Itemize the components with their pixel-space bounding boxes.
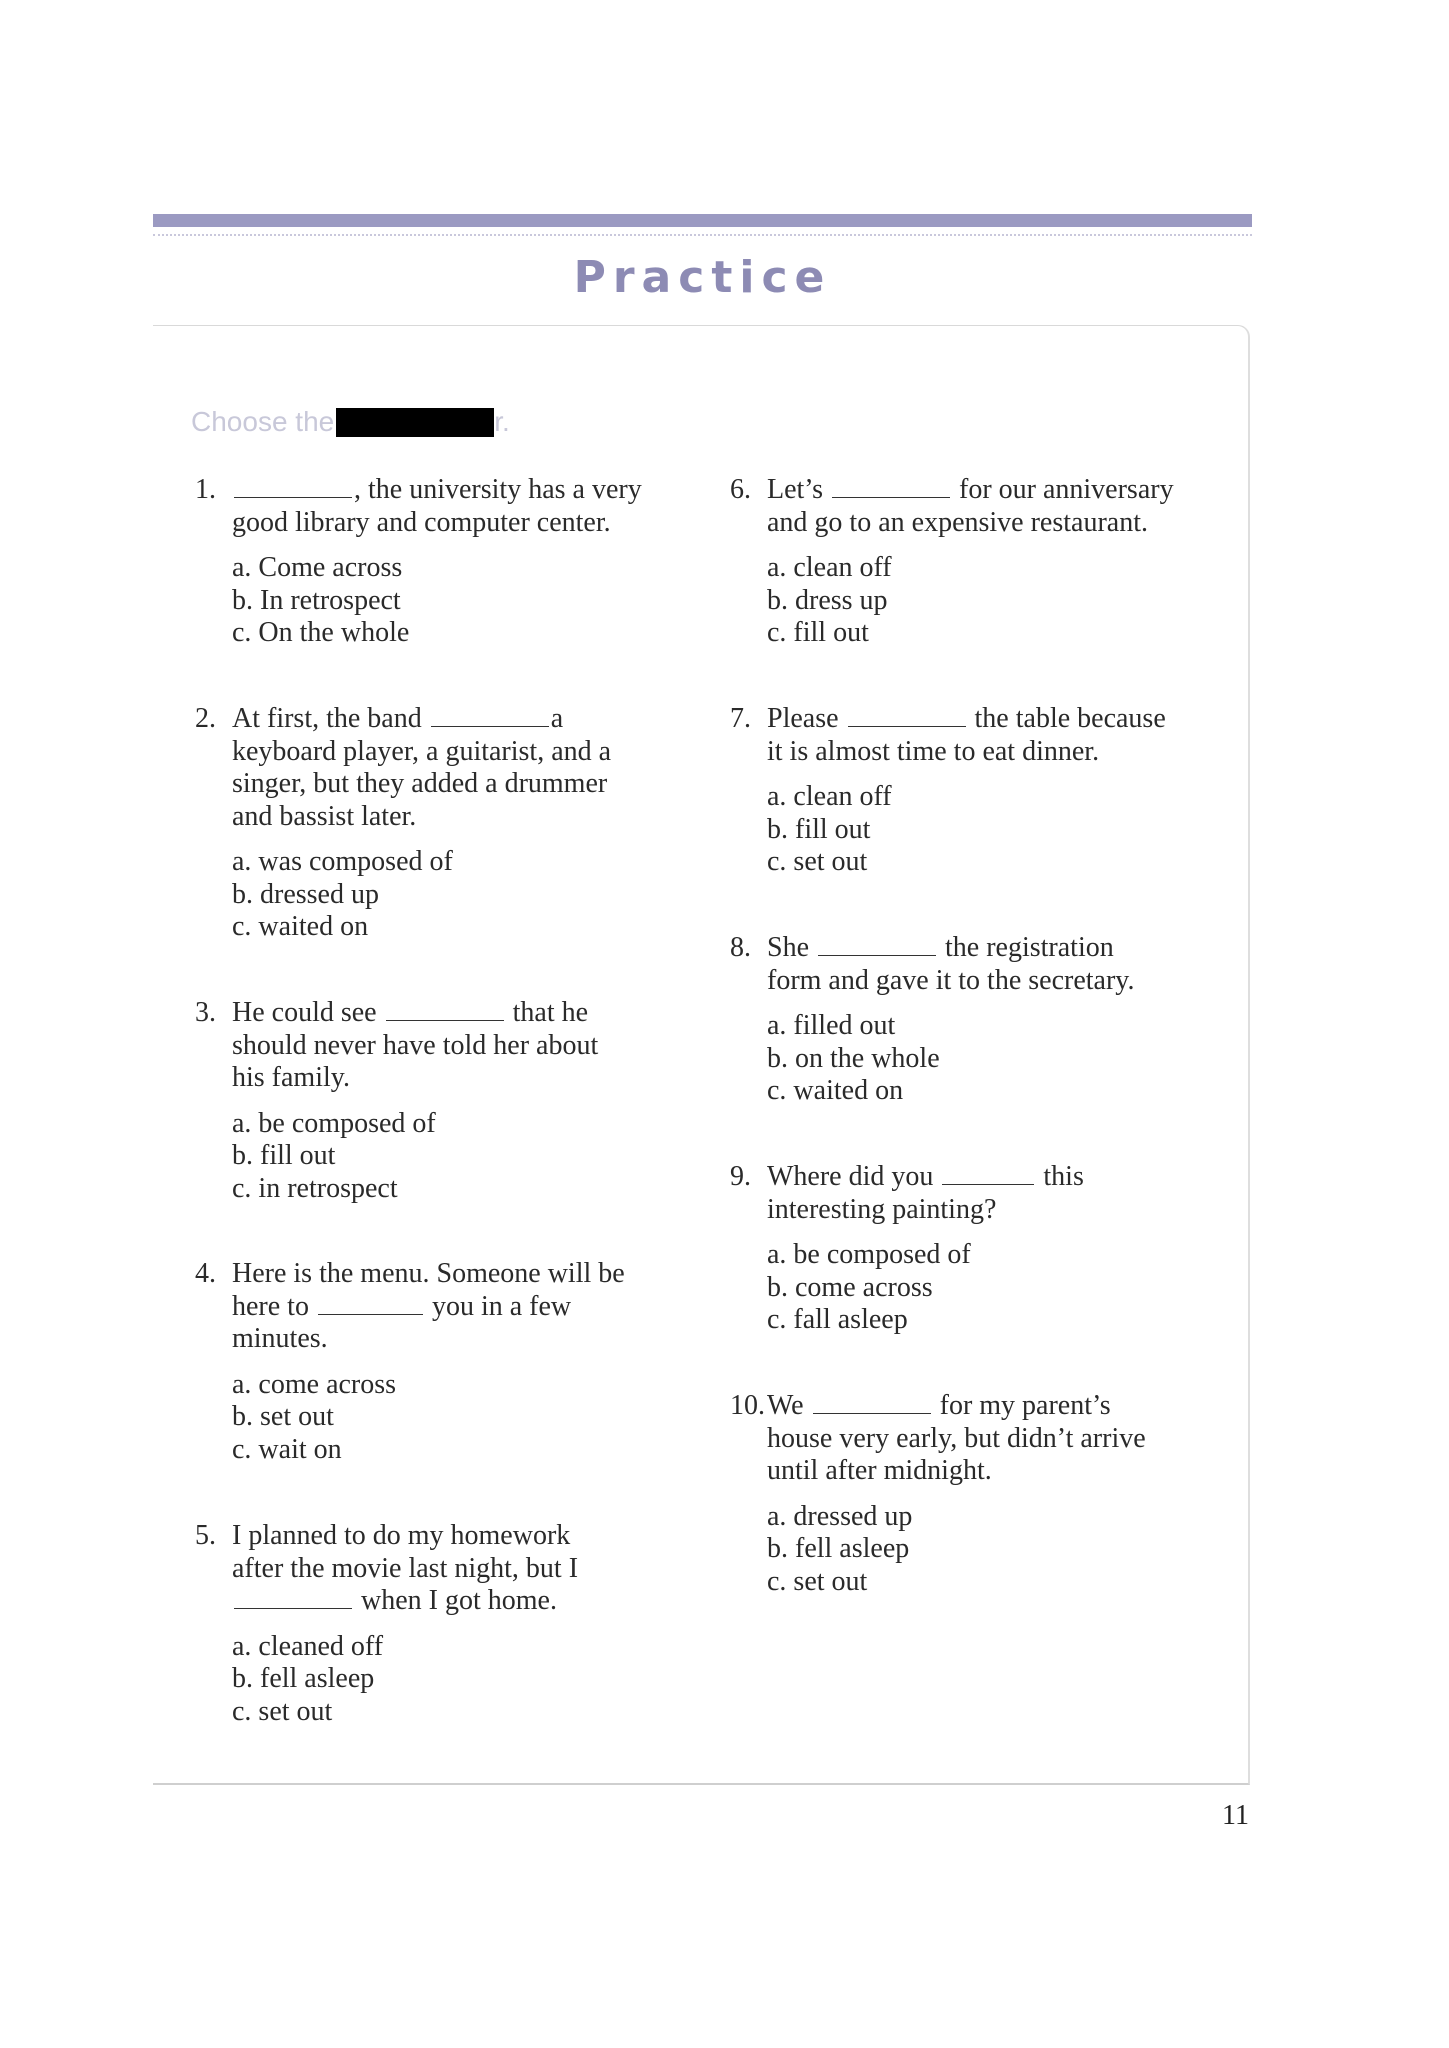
question-9: 9. Where did you this interesting painting? a. be composed of b. come across c. fall asleep bbox=[730, 1161, 1230, 1337]
question-4: 4. Here is the menu. Someone will be here to you in a few minutes. a. come across b. set out c. wait on bbox=[195, 1258, 655, 1466]
options-list bbox=[195, 1631, 655, 1729]
answer-blank[interactable] bbox=[942, 1183, 1034, 1185]
question-3: 3. He could see that he should never have told her about his family. a. be composed of b. fill out c. in retrospect bbox=[195, 997, 655, 1205]
options-list bbox=[195, 846, 655, 944]
option[interactable]: b. fell asleep bbox=[767, 1533, 910, 1564]
question-number: 6. bbox=[730, 474, 751, 505]
option[interactable]: a. clean off bbox=[767, 781, 892, 812]
question-number: 3. bbox=[195, 997, 216, 1028]
question-8: 8. She the registration form and gave it to the secretary. a. filled out b. on the whole c. waited on bbox=[730, 932, 1230, 1108]
page-title: Practice bbox=[573, 252, 832, 303]
question-10: 10.We for my parent’s house very early, but didn’t arrive until after midnight. a. dressed up b. fell asleep c. set out bbox=[730, 1390, 1230, 1598]
question-5: 5. I planned to do my homework after the movie last night, but I when I got home. a. cleaned off b. fell asleep c. set out bbox=[195, 1520, 655, 1728]
options-list bbox=[195, 552, 655, 650]
option[interactable]: c. fall asleep bbox=[767, 1304, 908, 1335]
option[interactable]: c. in retrospect bbox=[232, 1172, 398, 1204]
option[interactable]: a. was composed of bbox=[232, 846, 453, 877]
option[interactable]: b. dress up bbox=[767, 584, 888, 616]
header-bar bbox=[153, 214, 1252, 227]
options-list bbox=[730, 1501, 1230, 1599]
question-number: 9. bbox=[730, 1161, 751, 1192]
question-number: 8. bbox=[730, 932, 751, 963]
option[interactable]: b. set out bbox=[232, 1401, 334, 1432]
question-number: 5. bbox=[195, 1520, 216, 1551]
options-list bbox=[195, 1369, 655, 1467]
options-list bbox=[730, 1010, 1230, 1108]
option[interactable]: a. clean off bbox=[767, 552, 892, 583]
options-list bbox=[730, 1239, 1230, 1337]
answer-blank[interactable] bbox=[386, 1019, 504, 1021]
option[interactable]: b. In retrospect bbox=[232, 584, 401, 616]
option[interactable]: c. On the whole bbox=[232, 617, 410, 648]
answer-blank[interactable] bbox=[848, 725, 966, 727]
answer-blank[interactable] bbox=[431, 725, 549, 727]
question-6: 6. Let’s for our anniversary and go to an expensive restaurant. a. clean off b. dress up c. fill out bbox=[730, 474, 1230, 650]
question-number: 10. bbox=[730, 1390, 765, 1421]
question-number: 2. bbox=[195, 703, 216, 734]
instruction-text: Choose the bbox=[191, 406, 335, 437]
option[interactable]: b. dressed up bbox=[232, 878, 379, 910]
option[interactable]: c. wait on bbox=[232, 1433, 342, 1465]
options-list bbox=[730, 552, 1230, 650]
option[interactable]: c. waited on bbox=[767, 1075, 904, 1106]
question-7: 7. Please the table because it is almost time to eat dinner. a. clean off b. fill out c. set out bbox=[730, 703, 1230, 879]
option[interactable]: a. cleaned off bbox=[232, 1630, 384, 1662]
answer-blank[interactable] bbox=[234, 1607, 352, 1609]
option[interactable]: b. fell asleep bbox=[232, 1663, 375, 1694]
page-number: 11 bbox=[1222, 1800, 1249, 1831]
option[interactable]: c. set out bbox=[232, 1695, 333, 1727]
answer-blank[interactable] bbox=[832, 496, 950, 498]
option[interactable]: c. set out bbox=[767, 846, 868, 877]
answer-blank[interactable] bbox=[318, 1313, 423, 1315]
option[interactable]: a. Come across bbox=[232, 552, 403, 583]
option[interactable]: a. be composed of bbox=[767, 1239, 971, 1270]
option[interactable]: c. fill out bbox=[767, 617, 869, 648]
answer-blank[interactable] bbox=[234, 496, 352, 498]
option[interactable]: b. fill out bbox=[767, 813, 871, 845]
option[interactable]: a. dressed up bbox=[767, 1500, 913, 1532]
answer-blank[interactable] bbox=[813, 1412, 931, 1414]
option[interactable]: b. on the whole bbox=[767, 1042, 940, 1074]
answer-blank[interactable] bbox=[818, 954, 936, 956]
question-2: 2. At first, the band a keyboard player, a guitarist, and a singer, but they added a drummer and bassist later. a. was composed of b. dressed up c. waited on bbox=[195, 703, 655, 944]
option[interactable]: c. set out bbox=[767, 1565, 868, 1597]
question-number: 4. bbox=[195, 1258, 216, 1289]
question-1: 1. , the university has a very good library and computer center. a. Come across b. In retrospect c. On the whole bbox=[195, 474, 655, 650]
option[interactable]: b. come across bbox=[767, 1271, 933, 1303]
instruction-tail: r. bbox=[494, 406, 510, 437]
option[interactable]: a. come across bbox=[232, 1368, 397, 1400]
option[interactable]: a. be composed of bbox=[232, 1107, 436, 1139]
option[interactable]: b. fill out bbox=[232, 1140, 336, 1171]
option[interactable]: a. filled out bbox=[767, 1010, 896, 1041]
header-divider bbox=[153, 234, 1252, 236]
question-number: 1. bbox=[195, 474, 216, 505]
instruction bbox=[191, 402, 510, 442]
question-number: 7. bbox=[730, 703, 751, 734]
options-list bbox=[730, 781, 1230, 879]
options-list bbox=[195, 1108, 655, 1206]
option[interactable]: c. waited on bbox=[232, 911, 369, 942]
redaction-box bbox=[336, 408, 494, 437]
